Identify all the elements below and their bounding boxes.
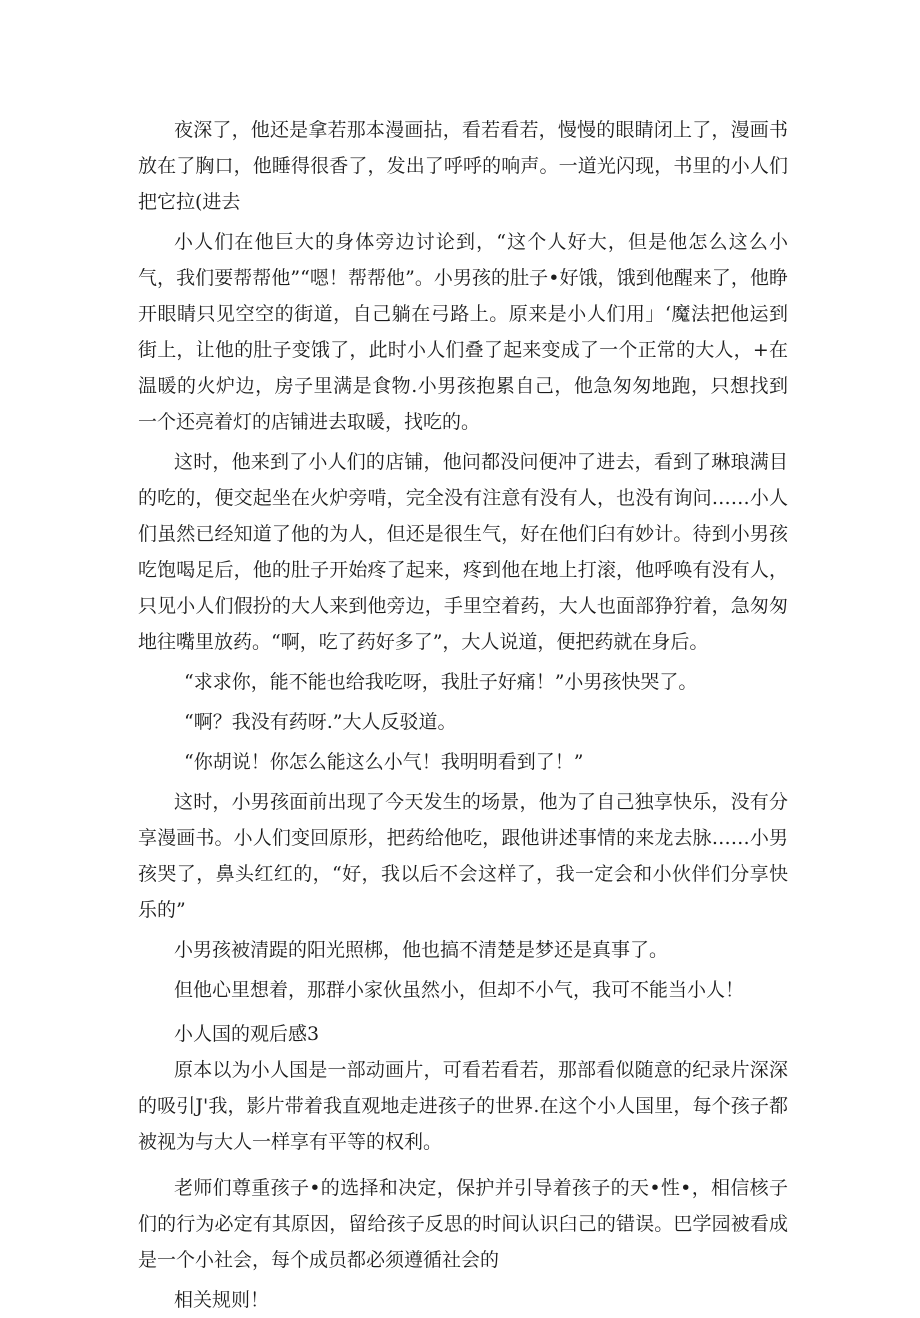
document-body bbox=[138, 112, 788, 1318]
paragraph-5: 小男孩被清踶的阳光照梆，他也搞不清楚是梦还是真事了。 bbox=[174, 939, 669, 961]
paragraph-8: 老师们尊重孩子•的选择和决定，保护并引导着孩子的天•性•，相信核子们的行为必定有其原因，留给孩子反思的时间认识臼己的错误。巴学园被看成是一个小社会，每个成员都必须遵循社会的 bbox=[138, 1177, 788, 1271]
paragraph-9: 相关规则！ bbox=[174, 1289, 270, 1311]
dialogue-3: “你胡说！你怎么能这么小气！我明明看到了！” bbox=[184, 751, 584, 773]
dialogue-2: “啊？我没有药呀.”大人反驳道。 bbox=[184, 711, 457, 733]
paragraph-4: 这时，小男孩面前出现了今天发生的场景，他为了自己独享快乐，没有分享漫画书。小人们变回原形，把药给他吃，跟他讲述事情的来龙去脉……小男孩哭了，鼻头红红的，“好，我以后不会这样了，我一定会和小伙伴们分享快乐的” bbox=[138, 791, 788, 921]
paragraph-7: 原本以为小人国是一部动画片，可看若看若，那部看似随意的纪录片深深的吸引J'我，影片带着我直观地走进孩子的世界.在这个小人国里，每个孩子都被视为与大人一样享有平等的权利。 bbox=[138, 1059, 788, 1153]
section-heading: 小人国的观后感3 bbox=[174, 1023, 320, 1045]
paragraph-3: 这时，他来到了小人们的店铺，他问都没问便冲了进去，看到了琳琅满目的吃的，便交起坐在火炉旁啃，完全没有注意有没有人，也没有询问……小人们虽然已经知道了他的为人，但还是很生气，好在他们臼有妙计。待到小男孩吃饱喝足后，他的肚子开始疼了起来，疼到他在地上打滚，他呼唤有没有人，只见小人们假扮的大人来到他旁边，手里空着药，大人也面部狰狞着，急匆匆地往嘴里放药。“啊，吃了药好多了”，大人说道，便把药就在身后。 bbox=[138, 451, 788, 653]
paragraph-6: 但他心里想着，那群小家伙虽然小，但却不小气，我可不能当小人！ bbox=[174, 979, 745, 1001]
paragraph-2: 小人们在他巨大的身体旁边讨论到，“这个人好大，但是他怎么这么小气，我们要帮帮他”“嗯！帮帮他”。小男孩的肚子•好饿，饿到他醒来了，他睁开眼睛只见空空的街道，自己躺在弓路上。原来是小人们用」‘魔法把他运到街上，让他的肚子变饿了，此时小人们叠了起来变成了一个正常的大人，+在温暖的火炉边，房子里满是食物.小男孩抱累自己，他急匆匆地跑，只想找到一个还亮着灯的店铺进去取暖，找吃的。 bbox=[138, 231, 788, 433]
dialogue-1: “求求你，能不能也给我吃呀，我肚子好痛！”小男孩快哭了。 bbox=[184, 671, 698, 693]
paragraph-1: 夜深了，他还是拿若那本漫画拈，看若看若，慢慢的眼睛闭上了，漫画书放在了胸口，他睡得很香了，发出了呼呼的响声。一道光闪现，书里的小人们把它拉(进去 bbox=[138, 119, 788, 213]
